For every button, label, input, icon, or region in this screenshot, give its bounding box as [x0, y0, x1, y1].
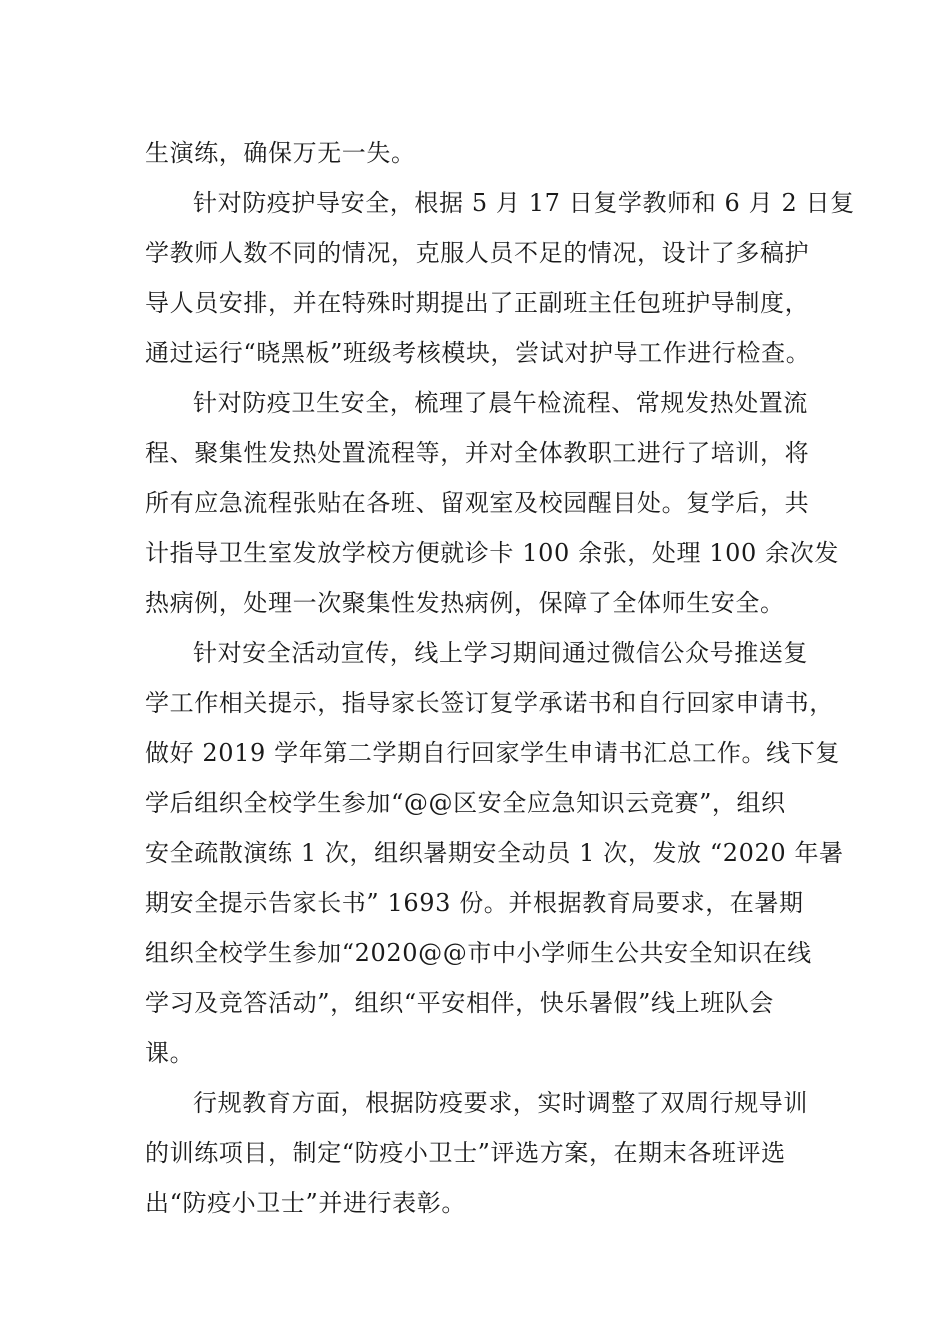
text-line: 安全疏散演练 1 次，组织暑期安全动员 1 次，发放 “2020 年暑 [145, 839, 844, 867]
paragraph-first-line: 行规教育方面，根据防疫要求，实时调整了双周行规导训 [193, 1089, 808, 1117]
text-line: 出“防疫小卫士”并进行表彰。 [145, 1189, 466, 1217]
text-line: 热病例，处理一次聚集性发热病例，保障了全体师生安全。 [145, 589, 785, 617]
text-line: 学工作相关提示，指导家长签订复学承诺书和自行回家申请书， [145, 689, 834, 717]
text-line: 通过运行“晓黑板”班级考核模块，尝试对护导工作进行检查。 [145, 339, 811, 367]
text-line: 的训练项目，制定“防疫小卫士”评选方案，在期末各班评选 [145, 1139, 786, 1167]
text-line: 学教师人数不同的情况，克服人员不足的情况，设计了多稿护 [145, 239, 810, 267]
text-line: 导人员安排，并在特殊时期提出了正副班主任包班护导制度， [145, 289, 810, 317]
paragraph-first-line: 针对安全活动宣传，线上学习期间通过微信公众号推送复 [193, 639, 808, 667]
text-line: 程、聚集性发热处置流程等，并对全体教职工进行了培训，将 [145, 439, 810, 467]
paragraph-first-line: 针对防疫卫生安全，梳理了晨午检流程、常规发热处置流 [193, 389, 808, 417]
paragraph-first-line: 针对防疫护导安全，根据 5 月 17 日复学教师和 6 月 2 日复 [193, 189, 855, 217]
text-line: 计指导卫生室发放学校方便就诊卡 100 余张，处理 100 余次发 [145, 539, 839, 567]
text-line: 期安全提示告家长书” 1693 份。并根据教育局要求，在暑期 [145, 889, 804, 917]
text-line: 课。 [145, 1039, 195, 1067]
text-line: 做好 2019 学年第二学期自行回家学生申请书汇总工作。线下复 [145, 739, 840, 767]
document-body [145, 128, 855, 1228]
text-line: 所有应急流程张贴在各班、留观室及校园醒目处。复学后，共 [145, 489, 810, 517]
text-line: 学后组织全校学生参加“@@区安全应急知识云竞赛”，组织 [145, 789, 786, 817]
text-line: 生演练，确保万无一失。 [145, 139, 416, 167]
text-line: 学习及竞答活动”，组织“平安相伴，快乐暑假”线上班队会 [145, 989, 775, 1017]
text-line: 组织全校学生参加“2020@@市中小学师生公共安全知识在线 [145, 939, 812, 967]
